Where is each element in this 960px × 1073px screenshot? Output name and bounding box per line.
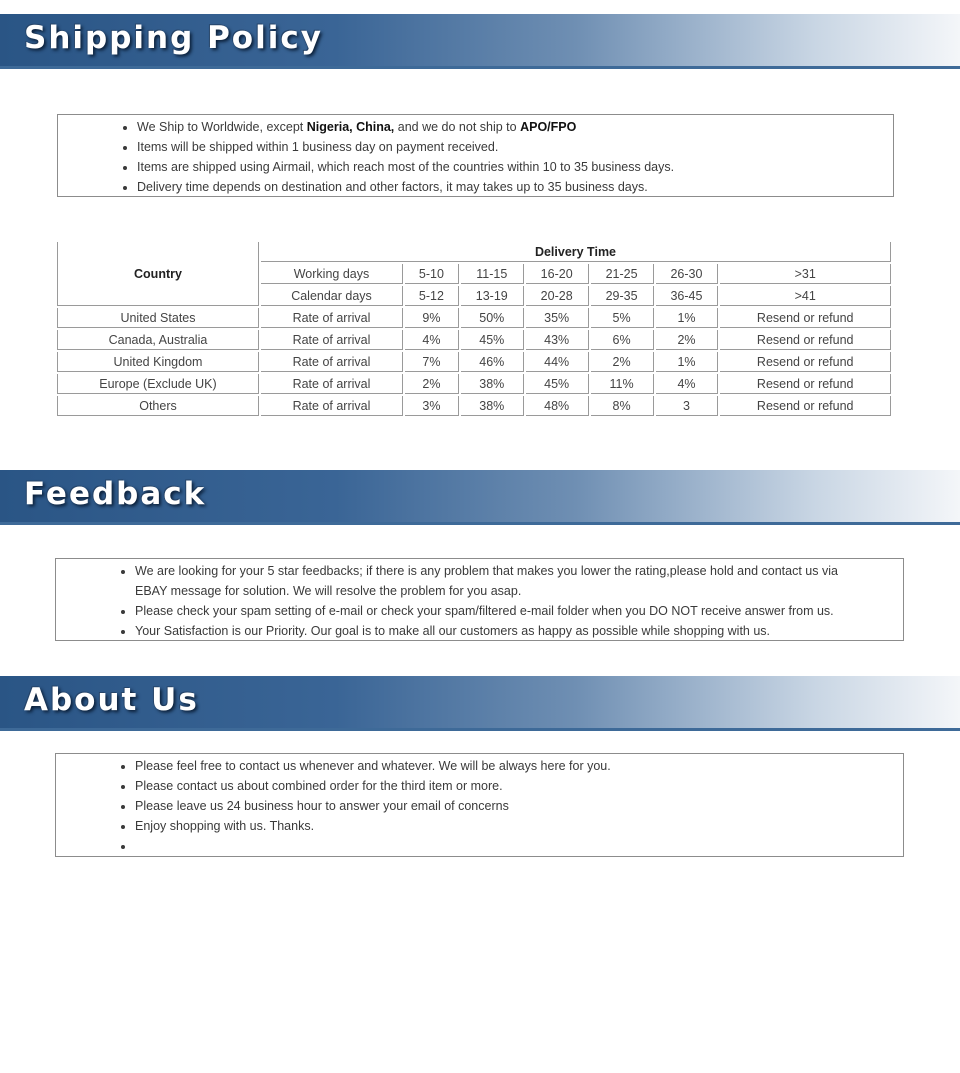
table-cell: Resend or refund — [720, 308, 891, 328]
list-item: • Items are shipped using Airmail, which reach most of the countries within 10 to 35 business days. — [137, 157, 893, 177]
table-cell: >41 — [720, 286, 891, 306]
table-cell: 6% — [591, 330, 654, 350]
table-cell: 9% — [405, 308, 459, 328]
table-cell: 3 — [656, 396, 719, 416]
rate-label-cell: Rate of arrival — [261, 352, 403, 372]
table-cell: 2% — [405, 374, 459, 394]
feedback-title: Feedback — [24, 476, 207, 512]
table-cell: 5-10 — [405, 264, 459, 284]
table-row — [57, 330, 891, 350]
table-cell: 44% — [526, 352, 589, 372]
list-item: • Please leave us 24 business hour to answer your email of concerns — [135, 796, 903, 816]
table-cell: 5-12 — [405, 286, 459, 306]
country-cell: Others — [57, 396, 259, 416]
table-cell: 3% — [405, 396, 459, 416]
table-cell: 26-30 — [656, 264, 719, 284]
shipping-info-list — [58, 117, 893, 197]
feedback-list — [56, 561, 903, 641]
excluded-countries: Nigeria, China, — [306, 120, 395, 134]
list-item: • Please contact us about combined order for the third item or more. — [135, 776, 903, 796]
table-cell: Resend or refund — [720, 396, 891, 416]
shipping-policy-banner — [0, 14, 960, 69]
feedback-banner — [0, 470, 960, 525]
table-cell: 11-15 — [461, 264, 524, 284]
rate-label-cell: Rate of arrival — [261, 396, 403, 416]
table-cell: 8% — [591, 396, 654, 416]
list-item: • Your Satisfaction is our Priority. Our goal is to make all our customers as happy as possible while shopping with us. — [135, 621, 873, 641]
table-cell: 7% — [405, 352, 459, 372]
delivery-time-table — [55, 240, 893, 418]
table-cell: Resend or refund — [720, 374, 891, 394]
table-cell: 50% — [461, 308, 524, 328]
rate-label-cell: Rate of arrival — [261, 330, 403, 350]
table-cell: 43% — [526, 330, 589, 350]
table-cell: 1% — [656, 308, 719, 328]
list-item: • Please feel free to contact us whenever and whatever. We will be always here for you. — [135, 756, 903, 776]
country-cell: United Kingdom — [57, 352, 259, 372]
shipping-item-prefix: We Ship to Worldwide, except — [137, 120, 307, 134]
about-info-box — [55, 753, 904, 857]
table-cell: 36-45 — [656, 286, 719, 306]
table-cell: 4% — [405, 330, 459, 350]
country-cell: Europe (Exclude UK) — [57, 374, 259, 394]
table-cell: 4% — [656, 374, 719, 394]
table-cell: 16-20 — [526, 264, 589, 284]
table-cell: 46% — [461, 352, 524, 372]
list-item: • Enjoy shopping with us. Thanks. — [135, 816, 903, 836]
about-us-banner — [0, 676, 960, 731]
shipping-info-box — [57, 114, 894, 197]
excluded-apo-fpo: APO/FPO — [520, 120, 577, 134]
list-item: • Please check your spam setting of e-mail or check your spam/filtered e-mail folder when you DO NOT receive answer from us. — [135, 601, 873, 621]
table-cell: 2% — [656, 330, 719, 350]
calendar-days-label: Calendar days — [261, 286, 403, 306]
rate-label-cell: Rate of arrival — [261, 374, 403, 394]
rate-label-cell: Rate of arrival — [261, 308, 403, 328]
country-header: Country — [57, 242, 259, 306]
table-cell: 1% — [656, 352, 719, 372]
about-us-title: About Us — [24, 682, 199, 718]
country-cell: Canada, Australia — [57, 330, 259, 350]
working-days-label: Working days — [261, 264, 403, 284]
list-item — [135, 836, 903, 856]
list-item: • Items will be shipped within 1 business day on payment received. — [137, 137, 893, 157]
table-cell: Resend or refund — [720, 352, 891, 372]
shipping-policy-title: Shipping Policy — [24, 20, 323, 56]
table-cell: >31 — [720, 264, 891, 284]
table-cell: 13-19 — [461, 286, 524, 306]
table-row — [57, 352, 891, 372]
table-cell: 29-35 — [591, 286, 654, 306]
table-cell: 45% — [526, 374, 589, 394]
table-cell: 20-28 — [526, 286, 589, 306]
shipping-item-middle: and we do not ship to — [394, 120, 521, 134]
table-cell: 48% — [526, 396, 589, 416]
about-list — [56, 756, 903, 856]
table-cell: 45% — [461, 330, 524, 350]
table-cell: 38% — [461, 396, 524, 416]
list-item: • Delivery time depends on destination and other factors, it may takes up to 35 business days. — [137, 177, 893, 197]
list-item — [137, 117, 893, 137]
delivery-time-header: Delivery Time — [261, 242, 891, 262]
table-cell: 35% — [526, 308, 589, 328]
table-cell: 21-25 — [591, 264, 654, 284]
table-cell: 11% — [591, 374, 654, 394]
table-cell: Resend or refund — [720, 330, 891, 350]
table-cell: 5% — [591, 308, 654, 328]
table-row — [57, 396, 891, 416]
table-row — [57, 308, 891, 328]
country-cell: United States — [57, 308, 259, 328]
table-cell: 2% — [591, 352, 654, 372]
list-item: • We are looking for your 5 star feedbacks; if there is any problem that makes you lower the rating,please hold and contact us via EBAY message for solution. We will resolve the problem for you asap. — [135, 561, 873, 601]
table-cell: 38% — [461, 374, 524, 394]
table-row — [57, 374, 891, 394]
feedback-info-box — [55, 558, 904, 641]
